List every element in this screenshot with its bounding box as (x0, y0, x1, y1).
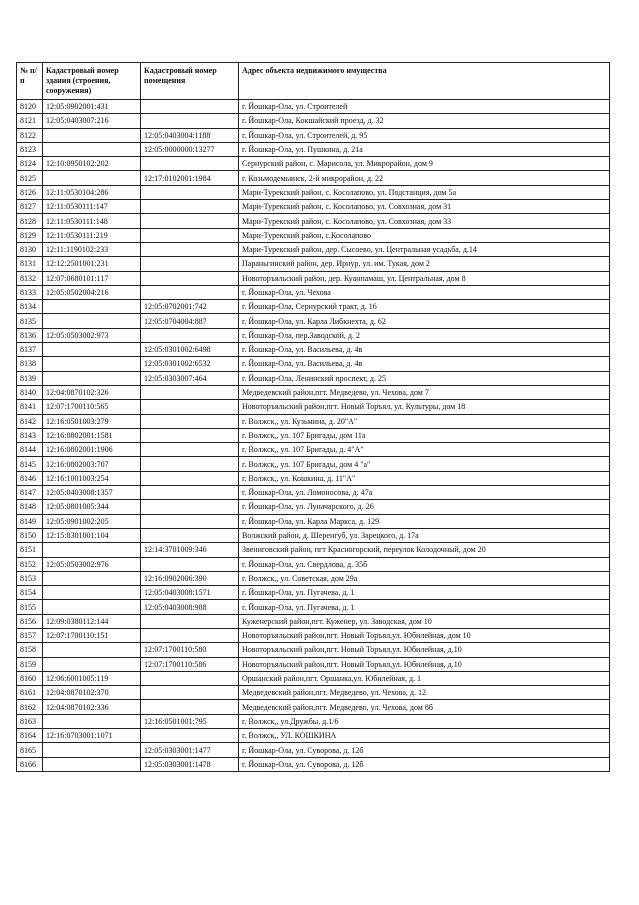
room-cadastral-cell: 12:05:0303001:1478 (141, 757, 239, 771)
row-number-cell: 8147 (17, 486, 43, 500)
room-cadastral-cell (141, 242, 239, 256)
address-cell: г. Йошкар-Ола, ул. Ломоносова, д. 47а (239, 486, 610, 500)
building-cadastral-cell (43, 586, 141, 600)
address-cell: г. Йошкар-Ола, ул. Пугачева, д. 1 (239, 586, 610, 600)
address-cell: г. Йошкар-Ола, ул. Пугачева, д. 1 (239, 600, 610, 614)
table-header (17, 63, 610, 100)
building-cadastral-cell: 12:07:1700110:565 (43, 400, 141, 414)
table-row (17, 457, 610, 471)
table-row (17, 757, 610, 771)
building-cadastral-cell (43, 343, 141, 357)
row-number-cell: 8155 (17, 600, 43, 614)
room-cadastral-cell: 12:05:0403008:1571 (141, 586, 239, 600)
address-cell: г. Йошкар-Ола, ул. Карла Либкнехта, д. 62 (239, 314, 610, 328)
building-cadastral-cell: 12:10:0950102:202 (43, 157, 141, 171)
table-row (17, 300, 610, 314)
building-cadastral-cell: 12:05:0403007:216 (43, 114, 141, 128)
row-number-cell: 8160 (17, 671, 43, 685)
header-row (17, 63, 610, 100)
row-number-cell: 8134 (17, 300, 43, 314)
address-cell: Звениговский район, пгт Красногорский, переулок Колодочный, дом 20 (239, 543, 610, 557)
room-cadastral-cell (141, 414, 239, 428)
table-row (17, 314, 610, 328)
address-cell: Новоторъяльский район,пгт. Новый Торъял, ул. Культуры, дом 18 (239, 400, 610, 414)
header-num: № п/п (17, 63, 43, 100)
address-cell: Новоторъяльский район,пгт. Новый Торъял,ул. Юбилейная, д.10 (239, 657, 610, 671)
building-cadastral-cell (43, 300, 141, 314)
building-cadastral-cell: 12:16:0802001:1906 (43, 443, 141, 457)
address-cell: Параньгинский район, дер. Ирнур, ул. им. Тукая, дом 2 (239, 257, 610, 271)
address-cell: г. Волжск,, ул. 107 Бригады, дом 4 "а" (239, 457, 610, 471)
address-cell: г. Волжск,, ул. 107 Бригады, дом 11а (239, 428, 610, 442)
address-cell: Мари-Турекский район, с. Косолапово, ул. Совхозная, дом 33 (239, 214, 610, 228)
building-cadastral-cell (43, 714, 141, 728)
building-cadastral-cell: 12:11:1190102:233 (43, 242, 141, 256)
building-cadastral-cell (43, 128, 141, 142)
row-number-cell: 8139 (17, 371, 43, 385)
address-cell: Новоторъяльский район, дер. Куанпамаш, ул. Центральная, дом 8 (239, 271, 610, 285)
table-row (17, 357, 610, 371)
table-row (17, 228, 610, 242)
row-number-cell: 8152 (17, 557, 43, 571)
room-cadastral-cell (141, 100, 239, 114)
building-cadastral-cell (43, 757, 141, 771)
room-cadastral-cell (141, 729, 239, 743)
building-cadastral-cell: 12:16:0802001:1581 (43, 428, 141, 442)
building-cadastral-cell (43, 543, 141, 557)
address-cell: г. Йошкар-Ола, ул. Свердлова, д. 35б (239, 557, 610, 571)
row-number-cell: 8163 (17, 714, 43, 728)
header-building-cadastral: Кадастровый номер здания (строения, сооружения) (43, 63, 141, 100)
room-cadastral-cell: 12:16:0902006:390 (141, 571, 239, 585)
table-row (17, 171, 610, 185)
row-number-cell: 8128 (17, 214, 43, 228)
row-number-cell: 8150 (17, 528, 43, 542)
building-cadastral-cell: 12:16:0802003:707 (43, 457, 141, 471)
room-cadastral-cell (141, 114, 239, 128)
row-number-cell: 8137 (17, 343, 43, 357)
row-number-cell: 8136 (17, 328, 43, 342)
table-row (17, 257, 610, 271)
table-row (17, 128, 610, 142)
room-cadastral-cell (141, 400, 239, 414)
table-row (17, 614, 610, 628)
row-number-cell: 8127 (17, 200, 43, 214)
row-number-cell: 8124 (17, 157, 43, 171)
row-number-cell: 8140 (17, 385, 43, 399)
room-cadastral-cell (141, 671, 239, 685)
table-row (17, 328, 610, 342)
room-cadastral-cell: 12:05:0301002:6532 (141, 357, 239, 371)
table-row (17, 657, 610, 671)
table-row (17, 428, 610, 442)
header-room-cadastral: Кадастровый номер помещения (141, 63, 239, 100)
row-number-cell: 8131 (17, 257, 43, 271)
room-cadastral-cell (141, 628, 239, 642)
building-cadastral-cell: 12:16:1001003:254 (43, 471, 141, 485)
address-cell: Медведевский район,пгт. Медведево, ул. Чехова, дом 8б (239, 700, 610, 714)
building-cadastral-cell: 12:07:0680101:117 (43, 271, 141, 285)
row-number-cell: 8138 (17, 357, 43, 371)
table-row (17, 671, 610, 685)
header-address: Адрес объекта недвижимого имущества (239, 63, 610, 100)
address-cell: г. Йошкар-Ола, ул. Чехова (239, 285, 610, 299)
room-cadastral-cell (141, 457, 239, 471)
building-cadastral-cell: 12:11:0530111:148 (43, 214, 141, 228)
row-number-cell: 8149 (17, 514, 43, 528)
building-cadastral-cell: 12:05:0502004:216 (43, 285, 141, 299)
address-cell: г. Волжск,, ул. Советская, дом 29а (239, 571, 610, 585)
address-cell: г. Йошкар-Ола, Ленинский проспект, д. 25 (239, 371, 610, 385)
address-cell: г. Йошкар-Ола, ул. Строителей (239, 100, 610, 114)
room-cadastral-cell: 12:05:0403008:988 (141, 600, 239, 614)
address-cell: г. Йошкар-Ола, ул. Суворова, д. 12б (239, 743, 610, 757)
building-cadastral-cell: 12:04:0870102:326 (43, 385, 141, 399)
building-cadastral-cell: 12:11:0530104:286 (43, 185, 141, 199)
row-number-cell: 8144 (17, 443, 43, 457)
room-cadastral-cell (141, 700, 239, 714)
building-cadastral-cell: 12:05:0403008:1357 (43, 486, 141, 500)
row-number-cell: 8154 (17, 586, 43, 600)
address-cell: г. Волжск,, ул. Кошкина, д. 11"А" (239, 471, 610, 485)
building-cadastral-cell (43, 743, 141, 757)
row-number-cell: 8165 (17, 743, 43, 757)
room-cadastral-cell (141, 214, 239, 228)
row-number-cell: 8162 (17, 700, 43, 714)
address-cell: Мари-Турекский район, дер. Сысоево, ул. Центральная усадьба, д.14 (239, 242, 610, 256)
room-cadastral-cell (141, 486, 239, 500)
room-cadastral-cell (141, 257, 239, 271)
room-cadastral-cell: 12:07:1700110:580 (141, 643, 239, 657)
building-cadastral-cell: 12:04:0870102:370 (43, 686, 141, 700)
room-cadastral-cell: 12:14:3701009:346 (141, 543, 239, 557)
row-number-cell: 8126 (17, 185, 43, 199)
table-row (17, 729, 610, 743)
row-number-cell: 8157 (17, 628, 43, 642)
room-cadastral-cell (141, 471, 239, 485)
table-row (17, 528, 610, 542)
room-cadastral-cell (141, 285, 239, 299)
table-row (17, 571, 610, 585)
room-cadastral-cell (141, 185, 239, 199)
building-cadastral-cell: 12:05:0503002:973 (43, 328, 141, 342)
room-cadastral-cell (141, 557, 239, 571)
table-row (17, 543, 610, 557)
address-cell: г. Йошкар-Ола, ул. Васильева, д. 4в (239, 343, 610, 357)
table-row (17, 142, 610, 156)
row-number-cell: 8145 (17, 457, 43, 471)
table-row (17, 385, 610, 399)
room-cadastral-cell (141, 328, 239, 342)
room-cadastral-cell: 12:05:0301002:6498 (141, 343, 239, 357)
row-number-cell: 8146 (17, 471, 43, 485)
row-number-cell: 8159 (17, 657, 43, 671)
building-cadastral-cell: 12:04:0870102:336 (43, 700, 141, 714)
table-row (17, 157, 610, 171)
building-cadastral-cell (43, 314, 141, 328)
address-cell: Новоторъяльский район,пгт. Новый Торъял,ул. Юбилейная, дом 10 (239, 628, 610, 642)
table-row (17, 557, 610, 571)
room-cadastral-cell: 12:16:0501001:795 (141, 714, 239, 728)
room-cadastral-cell (141, 514, 239, 528)
building-cadastral-cell: 12:05:0901002:205 (43, 514, 141, 528)
row-number-cell: 8132 (17, 271, 43, 285)
room-cadastral-cell: 12:05:0303001:1477 (141, 743, 239, 757)
row-number-cell: 8151 (17, 543, 43, 557)
table-row (17, 500, 610, 514)
address-cell: г. Йошкар-Ола, ул. Карла Маркса, д. 129 (239, 514, 610, 528)
table-row (17, 114, 610, 128)
room-cadastral-cell (141, 228, 239, 242)
row-number-cell: 8153 (17, 571, 43, 585)
row-number-cell: 8143 (17, 428, 43, 442)
row-number-cell: 8141 (17, 400, 43, 414)
address-cell: Мари-Турекский район, с. Косолапово, ул. Подстанция, дом 5а (239, 185, 610, 199)
row-number-cell: 8125 (17, 171, 43, 185)
building-cadastral-cell (43, 571, 141, 585)
address-cell: Мари-Турекский район, с. Косолапово, ул. Совхозная, дом 31 (239, 200, 610, 214)
room-cadastral-cell: 12:05:0702001:742 (141, 300, 239, 314)
row-number-cell: 8130 (17, 242, 43, 256)
table-row (17, 643, 610, 657)
building-cadastral-cell (43, 600, 141, 614)
building-cadastral-cell: 12:16:0501003:279 (43, 414, 141, 428)
table-row (17, 628, 610, 642)
room-cadastral-cell: 12:05:0704004:887 (141, 314, 239, 328)
address-cell: г. Йошкар-Ола, Кокшайский проезд, д. 32 (239, 114, 610, 128)
building-cadastral-cell: 12:11:0530111:147 (43, 200, 141, 214)
address-cell: г. Йошкар-Ола, ул. Строителей, д. 95 (239, 128, 610, 142)
table-row (17, 471, 610, 485)
address-cell: Оршанский район,пгт. Оршанка,ул. Юбилейная, д. 1 (239, 671, 610, 685)
room-cadastral-cell: 12:05:0403004:1188 (141, 128, 239, 142)
building-cadastral-cell: 12:15:8301001:104 (43, 528, 141, 542)
building-cadastral-cell (43, 643, 141, 657)
table-row (17, 185, 610, 199)
building-cadastral-cell: 12:12:2501001:231 (43, 257, 141, 271)
room-cadastral-cell (141, 443, 239, 457)
row-number-cell: 8129 (17, 228, 43, 242)
building-cadastral-cell: 12:16:0703001:1071 (43, 729, 141, 743)
table-body (17, 100, 610, 772)
row-number-cell: 8120 (17, 100, 43, 114)
row-number-cell: 8121 (17, 114, 43, 128)
row-number-cell: 8148 (17, 500, 43, 514)
table-row (17, 242, 610, 256)
property-registry-table (16, 62, 610, 772)
row-number-cell: 8135 (17, 314, 43, 328)
row-number-cell: 8123 (17, 142, 43, 156)
address-cell: г. Волжск,, ул. Кузьмина, д. 20"А" (239, 414, 610, 428)
room-cadastral-cell (141, 157, 239, 171)
building-cadastral-cell (43, 371, 141, 385)
table-row (17, 100, 610, 114)
address-cell: г. Волжск,, ул. 107 Бригады, д. 4"А" (239, 443, 610, 457)
building-cadastral-cell: 12:05:0503002:976 (43, 557, 141, 571)
table-row (17, 414, 610, 428)
table-row (17, 214, 610, 228)
room-cadastral-cell: 12:07:1700110:586 (141, 657, 239, 671)
room-cadastral-cell (141, 200, 239, 214)
table-row (17, 700, 610, 714)
building-cadastral-cell (43, 357, 141, 371)
address-cell: г. Йошкар-Ола, пер.Заводской, д. 2 (239, 328, 610, 342)
address-cell: Куженерский район,пгт. Куженер, ул. Заводская, дом 10 (239, 614, 610, 628)
row-number-cell: 8164 (17, 729, 43, 743)
building-cadastral-cell: 12:11:0530111:219 (43, 228, 141, 242)
table-row (17, 686, 610, 700)
table-row (17, 586, 610, 600)
row-number-cell: 8158 (17, 643, 43, 657)
table-row (17, 600, 610, 614)
table-row (17, 200, 610, 214)
address-cell: Новоторъяльский район,пгт. Новый Торъял,ул. Юбилейная, д.10 (239, 643, 610, 657)
address-cell: г. Йошкар-Ола, ул. Суворова, д. 12б (239, 757, 610, 771)
address-cell: Сернурский район, с. Марисола, ул. Микрорайон, дом 9 (239, 157, 610, 171)
table-row (17, 443, 610, 457)
building-cadastral-cell (43, 142, 141, 156)
room-cadastral-cell: 12:05:0000000:13277 (141, 142, 239, 156)
building-cadastral-cell (43, 657, 141, 671)
row-number-cell: 8122 (17, 128, 43, 142)
row-number-cell: 8161 (17, 686, 43, 700)
address-cell: г. Козьмодемьянск, 2-й микрорайон, д. 22 (239, 171, 610, 185)
address-cell: Волжский район, д. Шеренгуб, ул. Зарецкого, д. 17а (239, 528, 610, 542)
row-number-cell: 8166 (17, 757, 43, 771)
address-cell: г. Йошкар-Ола, Сернурский тракт, д. 16 (239, 300, 610, 314)
address-cell: Медведевский район,пгт. Медведево, ул. Чехова, дом 7 (239, 385, 610, 399)
table-row (17, 400, 610, 414)
address-cell: г. Волжск,, ул.Дружбы, д.1/6 (239, 714, 610, 728)
table-row (17, 743, 610, 757)
address-cell: г. Йошкар-Ола, ул. Луначарского, д. 26 (239, 500, 610, 514)
address-cell: г. Волжск,, УЛ. КОШКИНА (239, 729, 610, 743)
room-cadastral-cell (141, 500, 239, 514)
row-number-cell: 8133 (17, 285, 43, 299)
room-cadastral-cell: 12:05:0303007:464 (141, 371, 239, 385)
room-cadastral-cell (141, 686, 239, 700)
room-cadastral-cell (141, 614, 239, 628)
row-number-cell: 8142 (17, 414, 43, 428)
room-cadastral-cell (141, 528, 239, 542)
address-cell: Мари-Турекский район, с.Косолапово (239, 228, 610, 242)
table-row (17, 343, 610, 357)
building-cadastral-cell (43, 171, 141, 185)
room-cadastral-cell (141, 271, 239, 285)
building-cadastral-cell: 12:05:0801005:344 (43, 500, 141, 514)
table-row (17, 285, 610, 299)
address-cell: Медведевский район,пгт. Медведево, ул. Чехова, д. 12 (239, 686, 610, 700)
row-number-cell: 8156 (17, 614, 43, 628)
address-cell: г. Йошкар-Ола, ул. Пушкина, д. 21а (239, 142, 610, 156)
address-cell: г. Йошкар-Ола, ул. Васильева, д. 4в (239, 357, 610, 371)
building-cadastral-cell: 12:06:6001005:119 (43, 671, 141, 685)
room-cadastral-cell (141, 385, 239, 399)
table-row (17, 371, 610, 385)
building-cadastral-cell: 12:09:0380112:144 (43, 614, 141, 628)
building-cadastral-cell: 12:05:0902001:431 (43, 100, 141, 114)
table-row (17, 714, 610, 728)
room-cadastral-cell: 12:17:0102001:1984 (141, 171, 239, 185)
room-cadastral-cell (141, 428, 239, 442)
building-cadastral-cell: 12:07:1700110:151 (43, 628, 141, 642)
table-row (17, 271, 610, 285)
table-row (17, 514, 610, 528)
table-row (17, 486, 610, 500)
